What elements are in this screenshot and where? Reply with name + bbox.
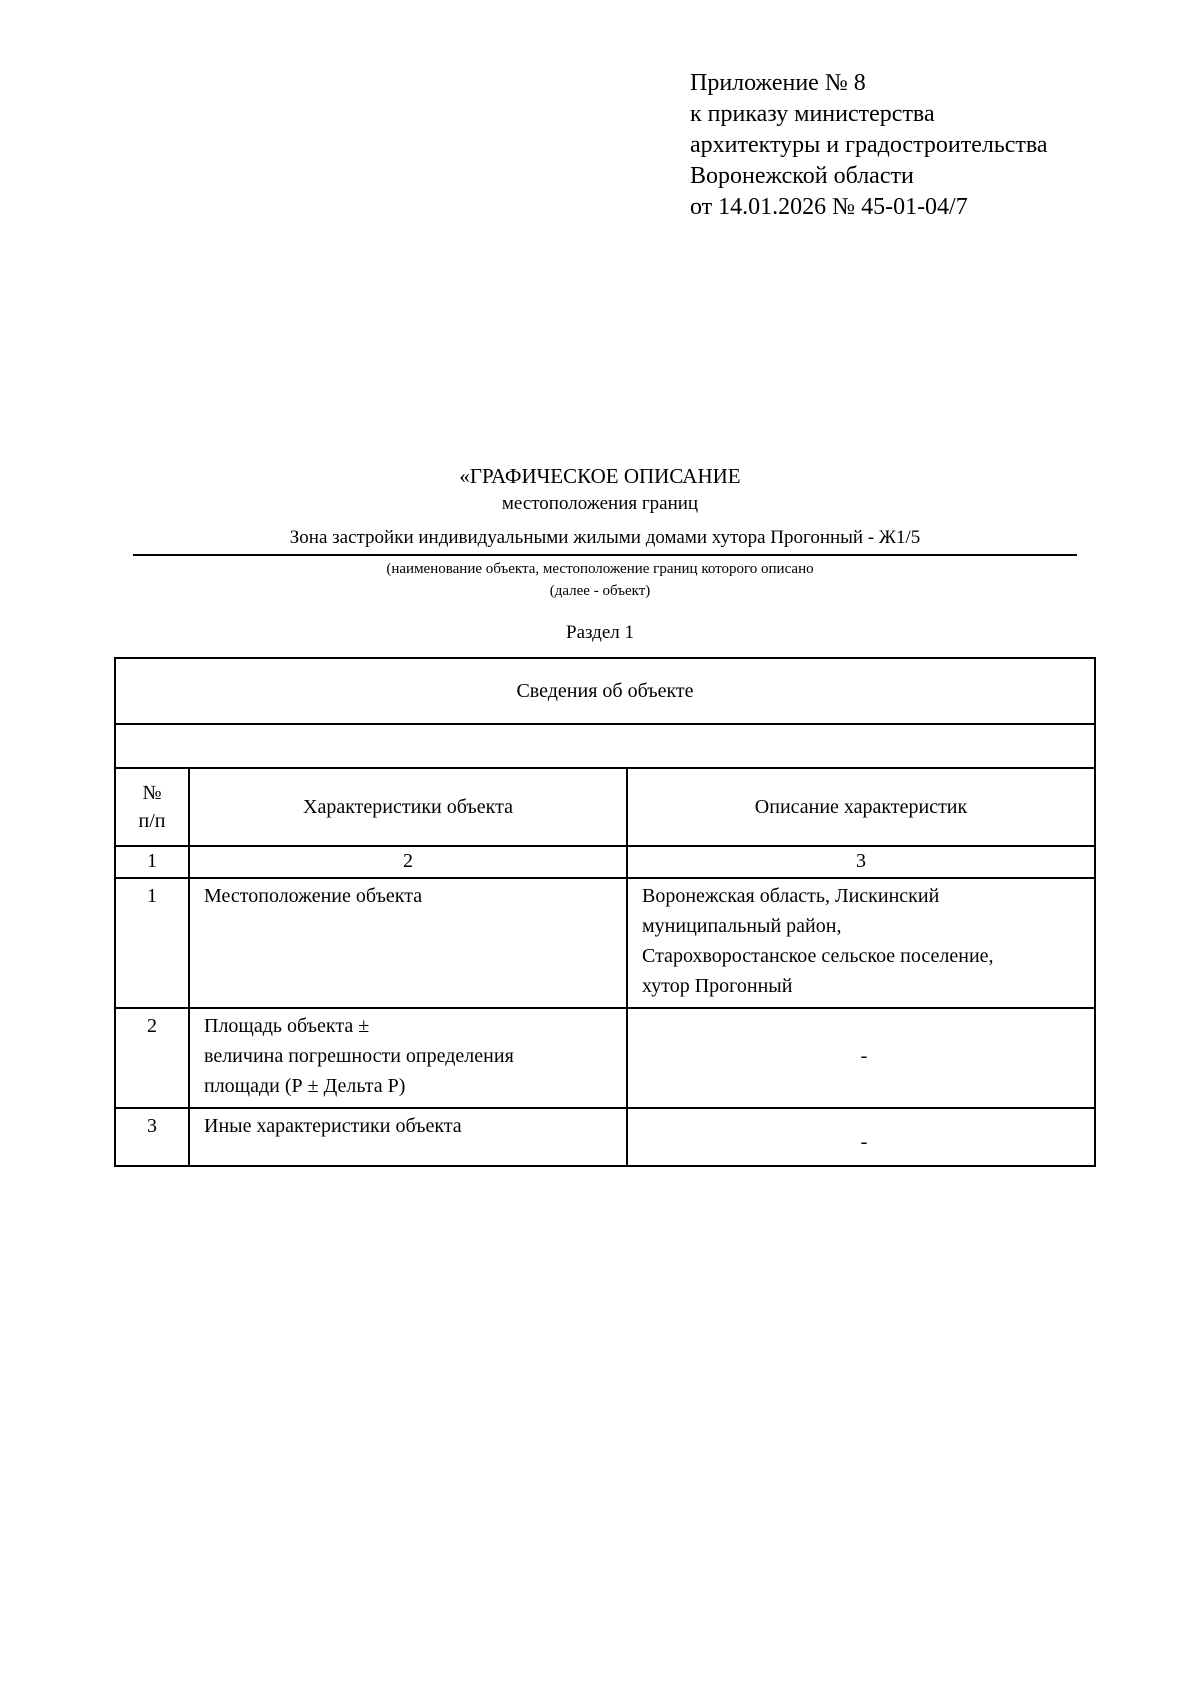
title-sub: местоположения границ [501, 493, 699, 514]
header-description: Описание характеристик [627, 768, 1095, 846]
row-characteristic: Местоположение объекта [189, 878, 627, 1008]
table-title: Сведения об объекте [115, 658, 1095, 724]
section-label: Раздел 1 [566, 622, 634, 643]
hint-line: (наименование объекта, местоположение границ которого описано [386, 561, 814, 577]
row-description: - [627, 1008, 1095, 1108]
title-main: «ГРАФИЧЕСКОЕ ОПИСАНИЕ [459, 464, 741, 488]
row-num: 2 [115, 1008, 189, 1108]
row-characteristic: Иные характеристики объекта [189, 1108, 627, 1166]
object-name-hint [100, 558, 1100, 602]
row-characteristic: Площадь объекта ± величина погрешности определения площади (Р ± Дельта Р) [189, 1008, 627, 1108]
appendix-line: Воронежской области [690, 163, 914, 189]
appendix-line: к приказу министерства [690, 101, 935, 127]
table-index-row [115, 846, 1095, 878]
table-header-row [115, 768, 1095, 846]
header-num: № п/п [115, 768, 189, 846]
table-row [115, 1008, 1095, 1108]
table-empty-cell [115, 724, 1095, 768]
object-name: Зона застройки индивидуальными жилыми домами хутора Прогонный - Ж1/5 [133, 524, 1077, 556]
header-characteristics: Характеристики объекта [189, 768, 627, 846]
document-title [100, 462, 1100, 517]
hint-line: (далее - объект) [549, 583, 651, 599]
row-num: 1 [115, 878, 189, 1008]
appendix-line: от 14.01.2026 № 45-01-04/7 [690, 194, 968, 220]
row-num: 3 [115, 1108, 189, 1166]
appendix-line: Приложение № 8 [690, 70, 866, 96]
table-empty-row [115, 724, 1095, 768]
object-info-table [114, 657, 1096, 1167]
table-row [115, 1108, 1095, 1166]
column-index: 2 [189, 846, 627, 878]
row-description: Воронежская область, Лискинский муниципальный район, Старохворостанское сельское поселение, хутор Прогонный [627, 878, 1095, 1008]
appendix-line: архитектуры и градостроительства [690, 132, 1048, 158]
table-title-row [115, 658, 1095, 724]
table-row [115, 878, 1095, 1008]
column-index: 1 [115, 846, 189, 878]
column-index: 3 [627, 846, 1095, 878]
row-description: - [627, 1108, 1095, 1166]
appendix-header [690, 68, 1170, 223]
